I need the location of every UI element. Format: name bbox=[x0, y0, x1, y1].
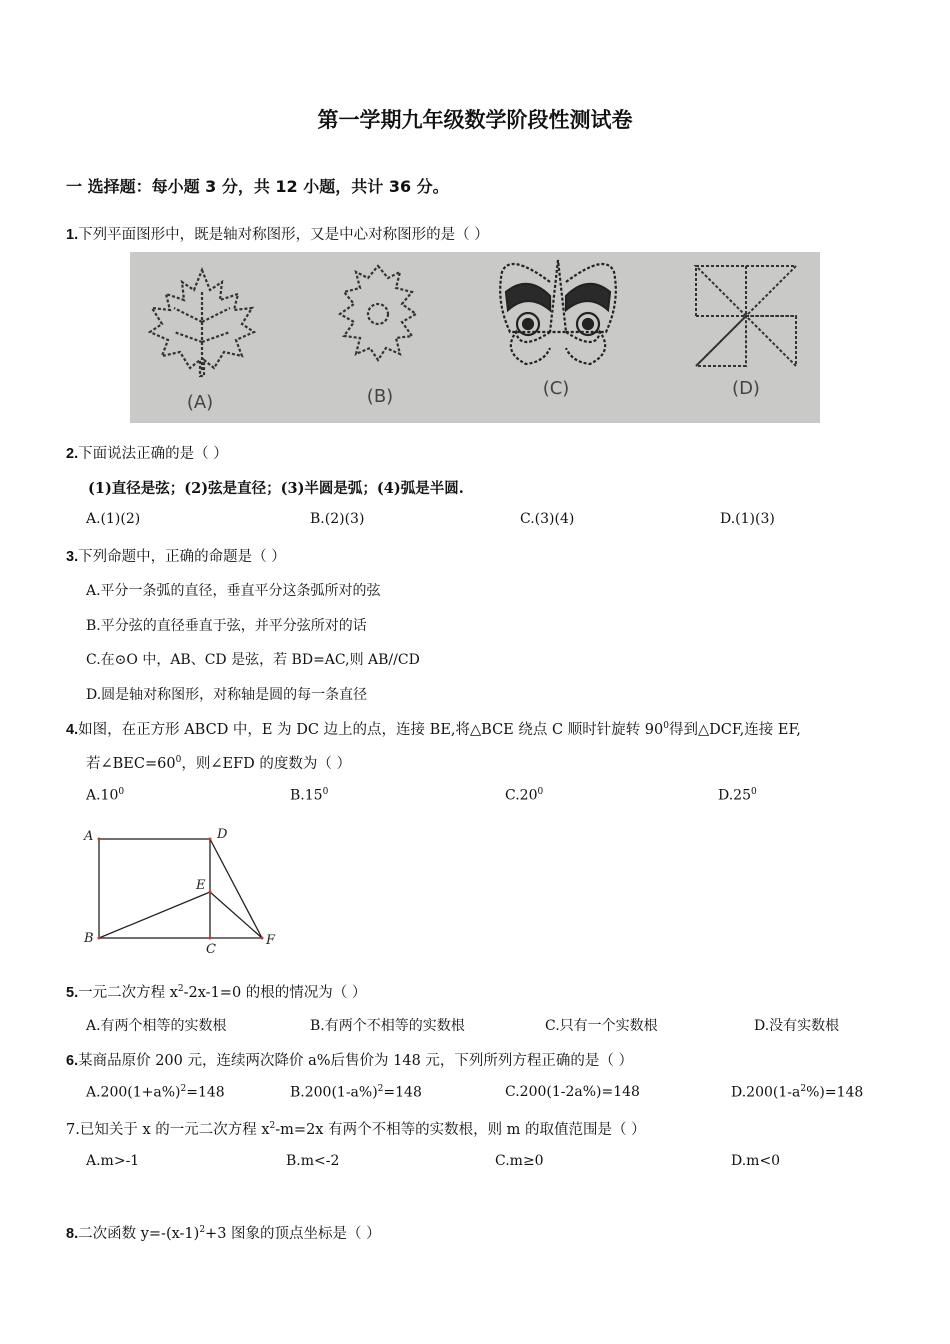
q7-option-b: B.m<-2 bbox=[286, 1153, 340, 1169]
pinwheel-figure bbox=[696, 266, 796, 366]
point-label-a: A bbox=[84, 829, 94, 844]
segment-be bbox=[99, 892, 210, 938]
butterfly-figure bbox=[500, 260, 616, 364]
q6-option-a: $A.200(1+a\%)^2=148$ bbox=[86, 1084, 225, 1101]
question-6: 6.某商品原价 200 元，连续两次降价 a%后售价为 148 元，下列所列方程正确的是（ ） bbox=[66, 1053, 634, 1069]
question-1-figures bbox=[130, 252, 820, 423]
q2-option-a: A.(1)(2) bbox=[86, 511, 141, 527]
q6-option-c: C.200(1-2a%)=148 bbox=[505, 1084, 640, 1100]
point-label-e: E bbox=[196, 878, 206, 893]
question-4: 4.如图，在正方形 ABCD 中，E 为 DC 边上的点，连接 BE,将△BCE 绕点 C 顺时针旋转 $90^0$得到△DCF,连接 EF, bbox=[66, 721, 801, 738]
question-2-statement: (1)直径是弦；(2)弦是直径；(3)半圆是弧；(4)弧是半圆. bbox=[88, 480, 464, 497]
point-label-f: F bbox=[266, 933, 276, 948]
question-8: 8.二次函数 $y=-(x-1)^2+3$ 图象的顶点坐标是（ ） bbox=[66, 1225, 381, 1242]
q2-option-b: B.(2)(3) bbox=[310, 511, 365, 527]
page-title: 第一学期九年级数学阶段性测试卷 bbox=[317, 108, 633, 132]
point-label-c: C bbox=[206, 942, 216, 957]
square-abcd bbox=[99, 839, 210, 938]
q7-option-a: A.m>-1 bbox=[86, 1153, 140, 1169]
q4-option-b: $B.15^0$ bbox=[290, 787, 329, 804]
q2-option-d: D.(1)(3) bbox=[720, 511, 775, 527]
point-label-d: D bbox=[217, 827, 228, 842]
point-label-b: B bbox=[84, 931, 94, 946]
figure-label-a: (A) bbox=[186, 392, 214, 413]
q3-option-a: A.平分一条弧的直径，垂直平分这条弧所对的弦 bbox=[86, 583, 381, 599]
question-7: 7.已知关于 x 的一元二次方程 $x^2-m=2x$ 有两个不相等的实数根，则 m 的取值范围是（ ） bbox=[66, 1121, 646, 1138]
q7-option-c: C.m≥0 bbox=[495, 1153, 544, 1169]
question-1: 1.下列平面图形中，既是轴对称图形，又是中心对称图形的是（ ） bbox=[66, 227, 489, 243]
question-4-line2: 若$\angle BEC=60^0$，则∠EFD 的度数为（ ） bbox=[86, 755, 351, 772]
snowflake-figure bbox=[340, 266, 416, 360]
q6-option-b: $B.200(1-a\%)^2=148$ bbox=[290, 1084, 422, 1101]
q4-option-d: $D.25^0$ bbox=[718, 787, 757, 804]
q2-option-c: C.(3)(4) bbox=[520, 511, 575, 527]
figure-label-d: (D) bbox=[732, 378, 760, 399]
figure-label-b: (B) bbox=[366, 386, 394, 407]
segment-ef bbox=[210, 892, 262, 938]
maple-leaf-figure bbox=[150, 270, 254, 376]
question-3: 3.下列命题中，正确的命题是（ ） bbox=[66, 549, 286, 565]
question-2: 2.下面说法正确的是（ ） bbox=[66, 446, 228, 462]
square-geometry-figure bbox=[80, 822, 280, 957]
q5-option-b: B.有两个不相等的实数根 bbox=[310, 1018, 465, 1034]
q5-option-a: A.有两个相等的实数根 bbox=[86, 1018, 227, 1034]
q3-option-d: D.圆是轴对称图形，对称轴是圆的每一条直径 bbox=[86, 687, 368, 703]
q6-option-d: $D.200(1-a^2\%)=148$ bbox=[731, 1084, 864, 1101]
figure-label-c: (C) bbox=[542, 378, 570, 399]
q4-option-c: $C.20^0$ bbox=[505, 787, 544, 804]
segment-df bbox=[210, 839, 262, 938]
q4-option-a: $A.10^0$ bbox=[86, 787, 125, 804]
q5-option-d: D.没有实数根 bbox=[754, 1018, 840, 1034]
q3-option-b: B.平分弦的直径垂直于弦，并平分弦所对的话 bbox=[86, 618, 367, 634]
question-5: 5.一元二次方程 $x^2-2x-1=0$ 的根的情况为（ ） bbox=[66, 984, 367, 1001]
q3-option-c: C.在⊙O 中，AB、CD 是弦，若 BD=AC,则 AB//CD bbox=[86, 652, 420, 668]
section-heading: 一 选择题：每小题 3 分，共 12 小题，共计 36 分。 bbox=[66, 177, 449, 196]
q5-option-c: C.只有一个实数根 bbox=[545, 1018, 658, 1034]
q7-option-d: D.m<0 bbox=[731, 1153, 781, 1169]
